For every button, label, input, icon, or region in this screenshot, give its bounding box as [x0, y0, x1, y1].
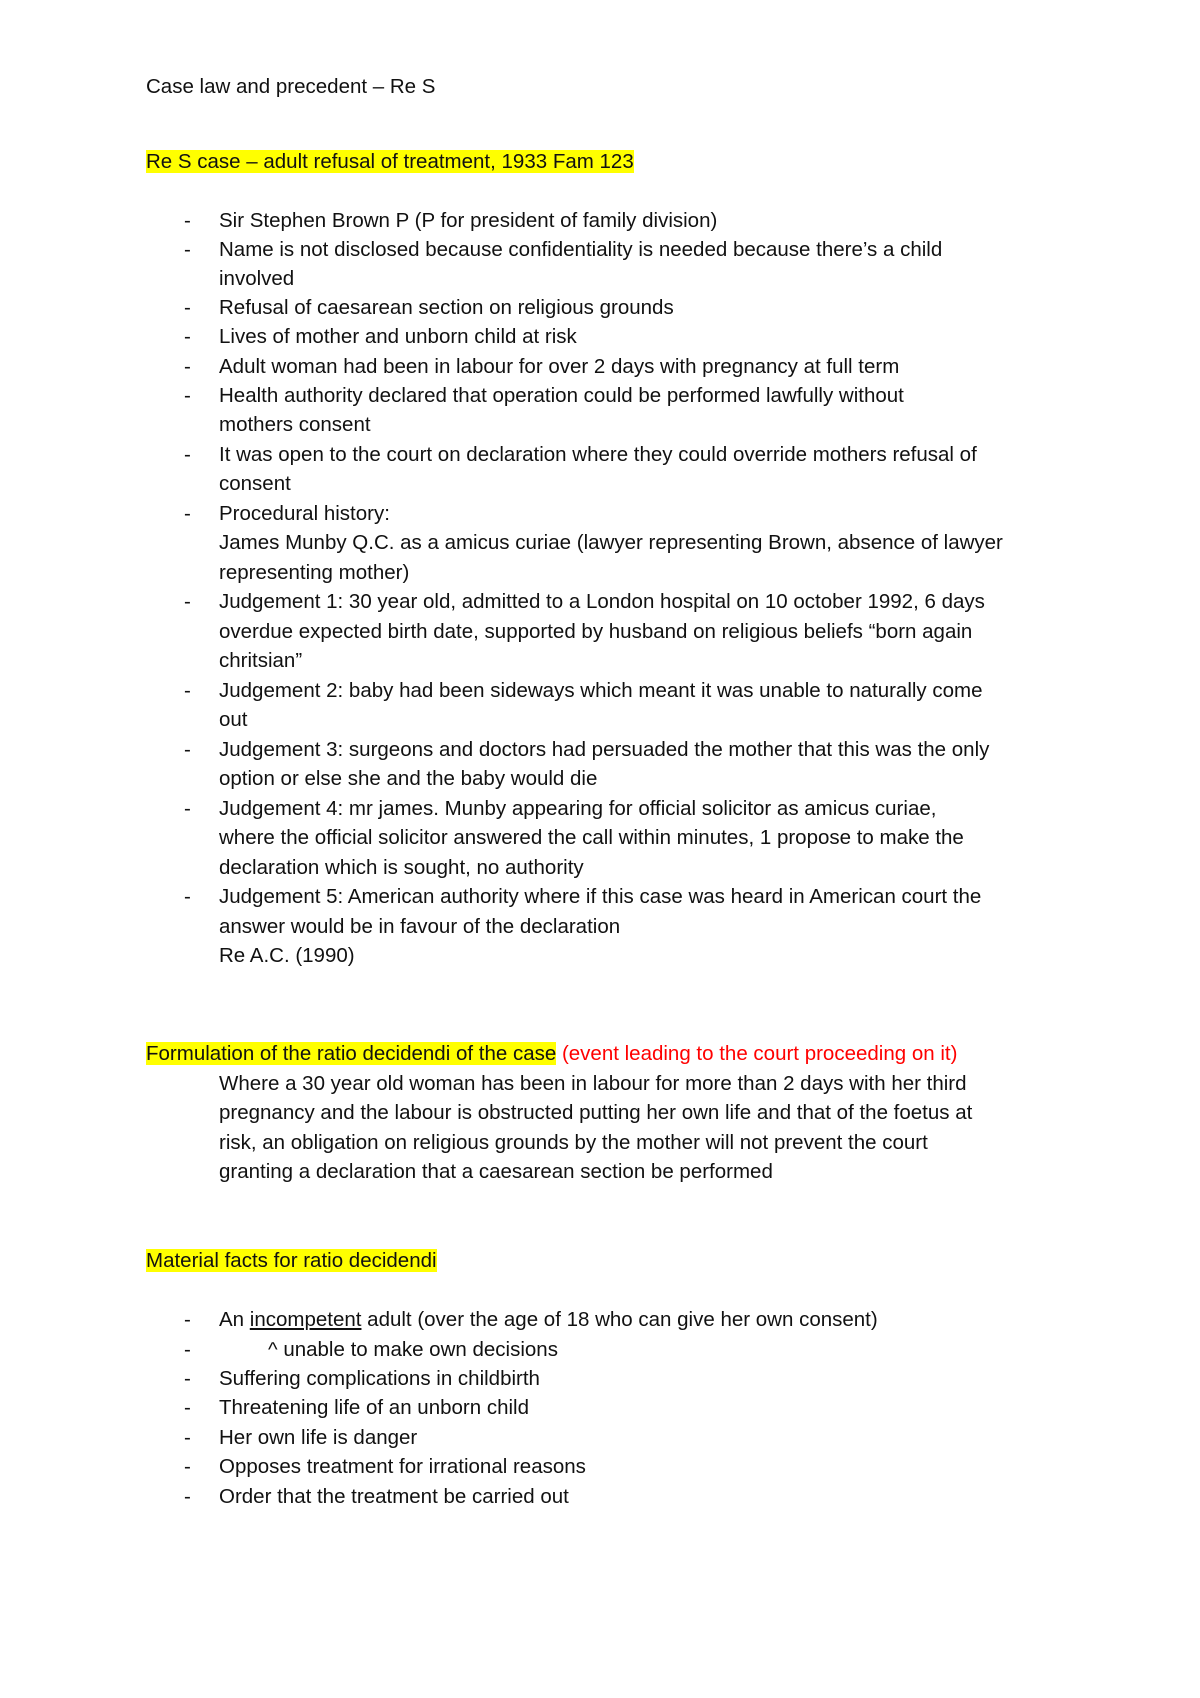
section-heading-re-s-case — [146, 147, 634, 177]
bullet-dash: - — [184, 296, 191, 319]
list-item-continuation: mothers consent — [219, 413, 371, 436]
list-item: Procedural history: — [219, 502, 390, 525]
list-item: Judgement 4: mr james. Munby appearing for official solicitor as amicus curiae, — [219, 797, 937, 820]
list-item: Name is not disclosed because confidentiality is needed because there’s a child — [219, 238, 943, 261]
bullet-dash: - — [184, 238, 191, 261]
list-item: Refusal of caesarean section on religious grounds — [219, 296, 674, 319]
list-item: Opposes treatment for irrational reasons — [219, 1455, 586, 1478]
bullet-dash: - — [184, 1455, 191, 1478]
section-heading-material-facts — [146, 1246, 437, 1276]
red-note: (event leading to the court proceeding on it) — [561, 1042, 958, 1065]
section-heading-ratio-decidendi — [146, 1039, 957, 1069]
paragraph-line: Where a 30 year old woman has been in labour for more than 2 days with her third — [219, 1072, 967, 1095]
list-item-continuation: out — [219, 708, 248, 731]
document-title: Case law and precedent – Re S — [146, 75, 436, 98]
list-item-continuation: James Munby Q.C. as a amicus curiae (lawyer representing Brown, absence of lawyer — [219, 531, 1003, 554]
list-item — [219, 1305, 878, 1335]
highlighted-heading: Re S case – adult refusal of treatment, 1933 Fam 123 — [146, 150, 634, 173]
bullet-dash: - — [184, 679, 191, 702]
bullet-dash: - — [184, 1426, 191, 1449]
bullet-dash: - — [184, 1485, 191, 1508]
bullet-dash: - — [184, 355, 191, 378]
list-item-continuation: representing mother) — [219, 561, 410, 584]
bullet-dash: - — [184, 1338, 191, 1361]
bullet-dash: - — [184, 1367, 191, 1390]
list-item: Sir Stephen Brown P (P for president of family division) — [219, 209, 718, 232]
list-item: Lives of mother and unborn child at risk — [219, 325, 577, 348]
paragraph-line: pregnancy and the labour is obstructed putting her own life and that of the foetus at — [219, 1101, 973, 1124]
text-fragment: adult (over the age of 18 who can give her own consent) — [361, 1308, 878, 1331]
list-item-continuation: declaration which is sought, no authority — [219, 856, 584, 879]
bullet-dash: - — [184, 797, 191, 820]
list-item: Her own life is danger — [219, 1426, 418, 1449]
list-item-continuation: consent — [219, 472, 291, 495]
list-item: Adult woman had been in labour for over 2 days with pregnancy at full term — [219, 355, 900, 378]
bullet-dash: - — [184, 209, 191, 232]
list-item: Threatening life of an unborn child — [219, 1396, 529, 1419]
bullet-dash: - — [184, 325, 191, 348]
list-item: Judgement 2: baby had been sideways which meant it was unable to naturally come — [219, 679, 983, 702]
list-item-continuation: chritsian” — [219, 649, 303, 672]
list-item: Judgement 5: American authority where if this case was heard in American court the — [219, 885, 982, 908]
list-item: Judgement 3: surgeons and doctors had persuaded the mother that this was the only — [219, 738, 990, 761]
list-item-continuation: answer would be in favour of the declaration — [219, 915, 621, 938]
highlighted-heading: Formulation of the ratio decidendi of the case — [146, 1042, 557, 1065]
bullet-dash: - — [184, 502, 191, 525]
list-item-continuation: Re A.C. (1990) — [219, 944, 355, 967]
list-item: It was open to the court on declaration where they could override mothers refusal of — [219, 443, 977, 466]
paragraph-line: risk, an obligation on religious grounds by the mother will not prevent the court — [219, 1131, 928, 1154]
list-item: ^ unable to make own decisions — [268, 1338, 558, 1361]
list-item-continuation: involved — [219, 267, 295, 290]
bullet-dash: - — [184, 1396, 191, 1419]
list-item-continuation: option or else she and the baby would die — [219, 767, 598, 790]
bullet-dash: - — [184, 738, 191, 761]
bullet-dash: - — [184, 443, 191, 466]
list-item: Health authority declared that operation could be performed lawfully without — [219, 384, 904, 407]
list-item-continuation: where the official solicitor answered the call within minutes, 1 propose to make the — [219, 826, 964, 849]
paragraph-line: granting a declaration that a caesarean section be performed — [219, 1160, 773, 1183]
highlighted-heading: Material facts for ratio decidendi — [146, 1249, 437, 1272]
text-fragment: An — [219, 1308, 250, 1331]
bullet-dash: - — [184, 590, 191, 613]
list-item: Suffering complications in childbirth — [219, 1367, 540, 1390]
bullet-dash: - — [184, 1308, 191, 1331]
underlined-word: incompetent — [249, 1308, 362, 1331]
bullet-dash: - — [184, 885, 191, 908]
list-item: Judgement 1: 30 year old, admitted to a London hospital on 10 october 1992, 6 days — [219, 590, 985, 613]
list-item-continuation: overdue expected birth date, supported by husband on religious beliefs “born again — [219, 620, 973, 643]
bullet-dash: - — [184, 384, 191, 407]
list-item: Order that the treatment be carried out — [219, 1485, 569, 1508]
